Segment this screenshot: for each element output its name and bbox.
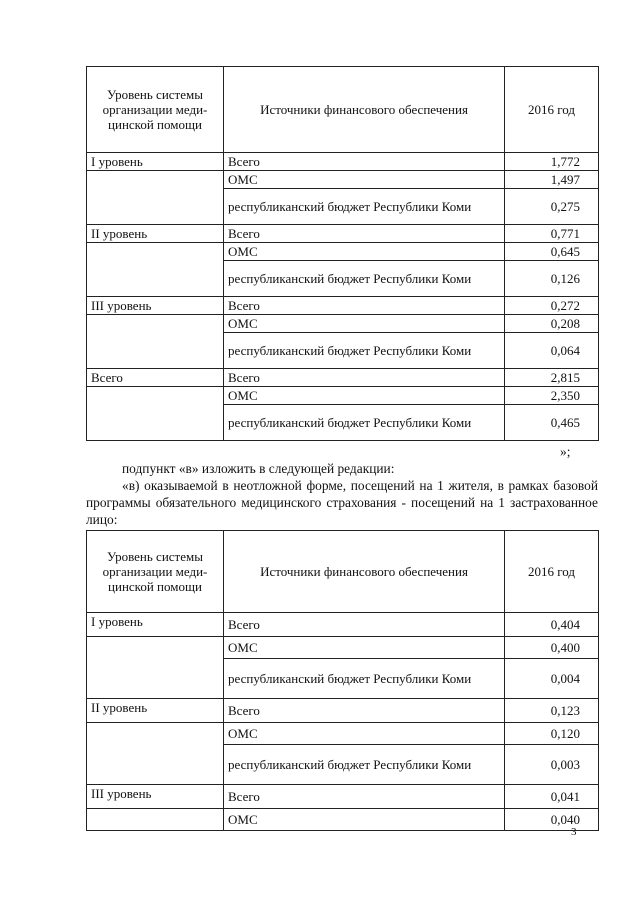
value-cell: 0,040	[505, 809, 599, 831]
table-row	[87, 723, 599, 745]
level-cell: Всего	[87, 369, 224, 387]
value-cell: 0,208	[505, 315, 599, 333]
value-cell: 0,064	[505, 333, 599, 369]
source-cell: ОМС	[224, 171, 505, 189]
value-cell: 0,404	[505, 613, 599, 637]
value-cell: 0,004	[505, 659, 599, 699]
table-row	[87, 699, 599, 723]
source-cell: республиканский бюджет Республики Коми	[224, 333, 505, 369]
source-cell: ОМС	[224, 723, 505, 745]
level-cell: III уровень	[87, 785, 224, 809]
source-cell: Всего	[224, 297, 505, 315]
level-cell-empty	[87, 809, 224, 831]
value-cell: 0,465	[505, 405, 599, 441]
source-cell: республиканский бюджет Республики Коми	[224, 745, 505, 785]
table-row	[87, 225, 599, 243]
level-cell: II уровень	[87, 699, 224, 723]
paragraph-subpoint-v: «в) оказываемой в неотложной форме, посещений на 1 жителя, в рамках базовой программы обязательного медицинского страхования - посещений на 1 застрахованное лицо:	[86, 478, 598, 527]
funding-table-1-body	[87, 153, 599, 441]
value-cell: 0,771	[505, 225, 599, 243]
level-cell-empty	[87, 723, 224, 785]
source-cell: республиканский бюджет Республики Коми	[224, 189, 505, 225]
value-cell: 0,003	[505, 745, 599, 785]
header-year: 2016 год	[505, 531, 599, 613]
table-row	[87, 809, 599, 831]
source-cell: ОМС	[224, 637, 505, 659]
value-cell: 2,815	[505, 369, 599, 387]
table-row	[87, 613, 599, 637]
source-cell: республиканский бюджет Республики Коми	[224, 261, 505, 297]
header-level: Уровень системы организации меди-цинской помощи	[87, 531, 224, 613]
header-source: Источники финансового обеспечения	[224, 531, 505, 613]
level-cell: II уровень	[87, 225, 224, 243]
value-cell: 1,772	[505, 153, 599, 171]
value-cell: 0,645	[505, 243, 599, 261]
header-year: 2016 год	[505, 67, 599, 153]
level-cell-empty	[87, 387, 224, 441]
source-cell: республиканский бюджет Республики Коми	[224, 659, 505, 699]
funding-table-1	[86, 66, 599, 441]
value-cell: 0,123	[505, 699, 599, 723]
table-row	[87, 243, 599, 261]
closing-quote: »;	[560, 444, 571, 459]
source-cell: Всего	[224, 785, 505, 809]
table-row	[87, 171, 599, 189]
table-row	[87, 637, 599, 659]
paragraph-subpoint: подпункт «в» изложить в следующей редакции:	[122, 461, 395, 476]
level-cell-empty	[87, 243, 224, 297]
table-row	[87, 315, 599, 333]
value-cell: 0,041	[505, 785, 599, 809]
source-cell: Всего	[224, 153, 505, 171]
funding-table-2	[86, 530, 599, 831]
source-cell: ОМС	[224, 387, 505, 405]
value-cell: 0,126	[505, 261, 599, 297]
header-source: Источники финансового обеспечения	[224, 67, 505, 153]
funding-table-2-body	[87, 613, 599, 831]
source-cell: ОМС	[224, 315, 505, 333]
table-row	[87, 297, 599, 315]
level-cell: III уровень	[87, 297, 224, 315]
level-cell-empty	[87, 637, 224, 699]
source-cell: ОМС	[224, 809, 505, 831]
value-cell: 0,272	[505, 297, 599, 315]
level-cell: I уровень	[87, 153, 224, 171]
table-row	[87, 785, 599, 809]
value-cell: 0,120	[505, 723, 599, 745]
value-cell: 0,400	[505, 637, 599, 659]
source-cell: Всего	[224, 613, 505, 637]
source-cell: Всего	[224, 699, 505, 723]
source-cell: республиканский бюджет Республики Коми	[224, 405, 505, 441]
level-cell-empty	[87, 315, 224, 369]
level-cell: I уровень	[87, 613, 224, 637]
source-cell: Всего	[224, 369, 505, 387]
table-row	[87, 153, 599, 171]
table-row	[87, 369, 599, 387]
value-cell: 2,350	[505, 387, 599, 405]
source-cell: Всего	[224, 225, 505, 243]
header-level: Уровень системы организации меди-цинской помощи	[87, 67, 224, 153]
level-cell-empty	[87, 171, 224, 225]
page-number: 3	[571, 826, 577, 838]
source-cell: ОМС	[224, 243, 505, 261]
table-row	[87, 387, 599, 405]
value-cell: 0,275	[505, 189, 599, 225]
value-cell: 1,497	[505, 171, 599, 189]
